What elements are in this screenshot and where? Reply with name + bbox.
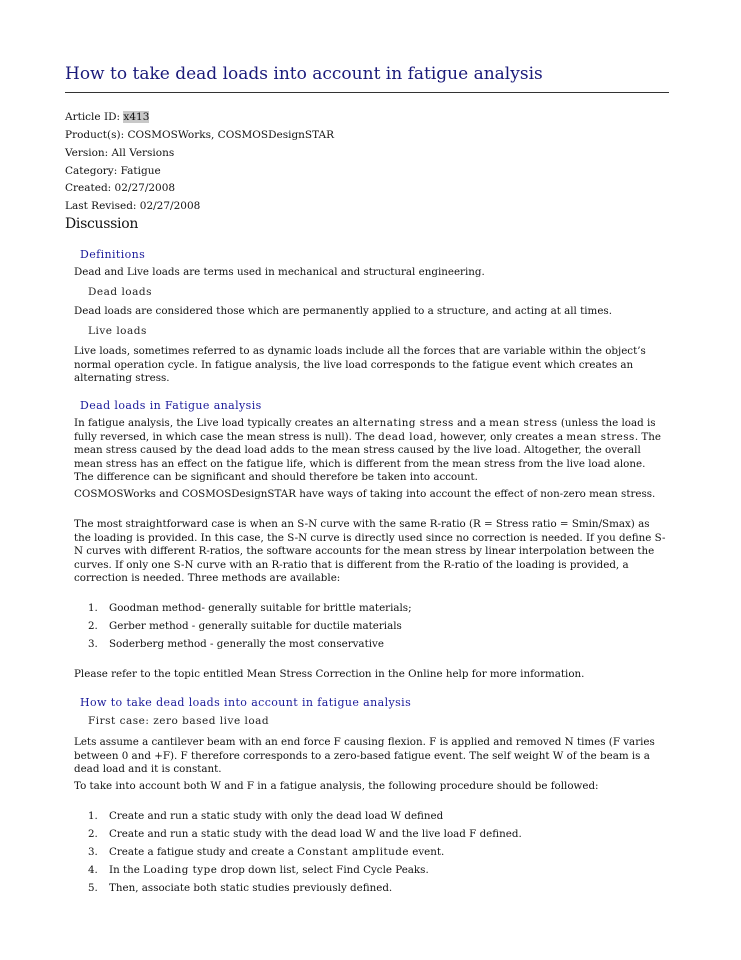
definitions-intro: Dead and Live loads are terms used in mechanical and structural engineering. [74, 266, 485, 278]
fatigue-paragraph-1: In fatigue analysis, the Live load typically creates an alternating stress and a mean stress (unless the load is fully reversed, in which case the mean stress is null). The dead load, however, only creates a mean stress. The mean stress caused by the dead load adds to the mean stress caused by the live load. Altogether, the overall mean stress has an effect on the fatigue life, which is different from the mean stress from the live load alone. The difference can be significant and should therefore be taken into account. [74, 417, 661, 483]
meta-category: Category: Fatigue [65, 165, 161, 177]
discussion-heading: Discussion [65, 216, 139, 232]
fatigue-heading: Dead loads in Fatigue analysis [80, 399, 262, 412]
howto-paragraph-2: To take into account both W and F in a fatigue analysis, the following procedure should be followed: [74, 780, 599, 792]
live-loads-heading: Live loads [88, 325, 147, 337]
meta-created: Created: 02/27/2008 [65, 182, 176, 194]
fatigue-paragraph-2: COSMOSWorks and COSMOSDesignSTAR have ways of taking into account the effect of non-zero mean stress. [74, 488, 656, 500]
meta-last-revised: Last Revised: 02/27/2008 [65, 200, 201, 212]
meta-article-id [65, 111, 149, 123]
meta-version: Version: All Versions [65, 147, 175, 159]
dead-load-term: dead load [378, 430, 434, 443]
mean-stress-term: mean stress [566, 430, 635, 443]
title-divider [65, 92, 669, 93]
definitions-heading: Definitions [80, 248, 146, 261]
howto-heading: How to take dead loads into account in fatigue analysis [80, 696, 412, 709]
article-id-label: Article ID: [65, 111, 124, 123]
first-case-heading: First case: zero based live load [88, 715, 270, 727]
meta-products: Product(s): COSMOSWorks, COSMOSDesignSTAR [65, 129, 335, 141]
article-title: How to take dead loads into account in fatigue analysis [65, 64, 543, 84]
article-id-value: x413 [123, 111, 150, 123]
live-loads-text: Live loads, sometimes referred to as dynamic loads include all the forces that are variable within the object’s normal operation cycle. In fatigue analysis, the live load corresponds to the fatigue event which creates an alternating stress. [74, 345, 646, 384]
dead-loads-text: Dead loads are considered those which are permanently applied to a structure, and acting at all times. [74, 305, 612, 317]
mean-stress-term: mean stress [489, 417, 558, 429]
dead-loads-heading: Dead loads [88, 286, 153, 298]
fatigue-paragraph-3: The most straightforward case is when an S-N curve with the same R-ratio (R = Stress ratio = Smin/Smax) as the loading is provided. In this case, the S-N curve is directly used since no correction is needed. If you define S-N curves with different R-ratios, the software accounts for the mean stress by linear interpolation between the curves. If only one S-N curve with an R-ratio that is different from the R-ratio of the loading is provided, a correction is needed. Three methods are available: [74, 518, 666, 584]
fatigue-paragraph-4: Please refer to the topic entitled Mean Stress Correction in the Online help for more information. [74, 668, 585, 680]
alternating-stress-term: alternating stress [352, 417, 454, 429]
howto-paragraph-1: Lets assume a cantilever beam with an end force F causing flexion. F is applied and removed N times (F varies between 0 and +F). F therefore corresponds to a zero-based fatigue event. The self weight W of the beam is a dead load and it is constant. [74, 736, 655, 775]
